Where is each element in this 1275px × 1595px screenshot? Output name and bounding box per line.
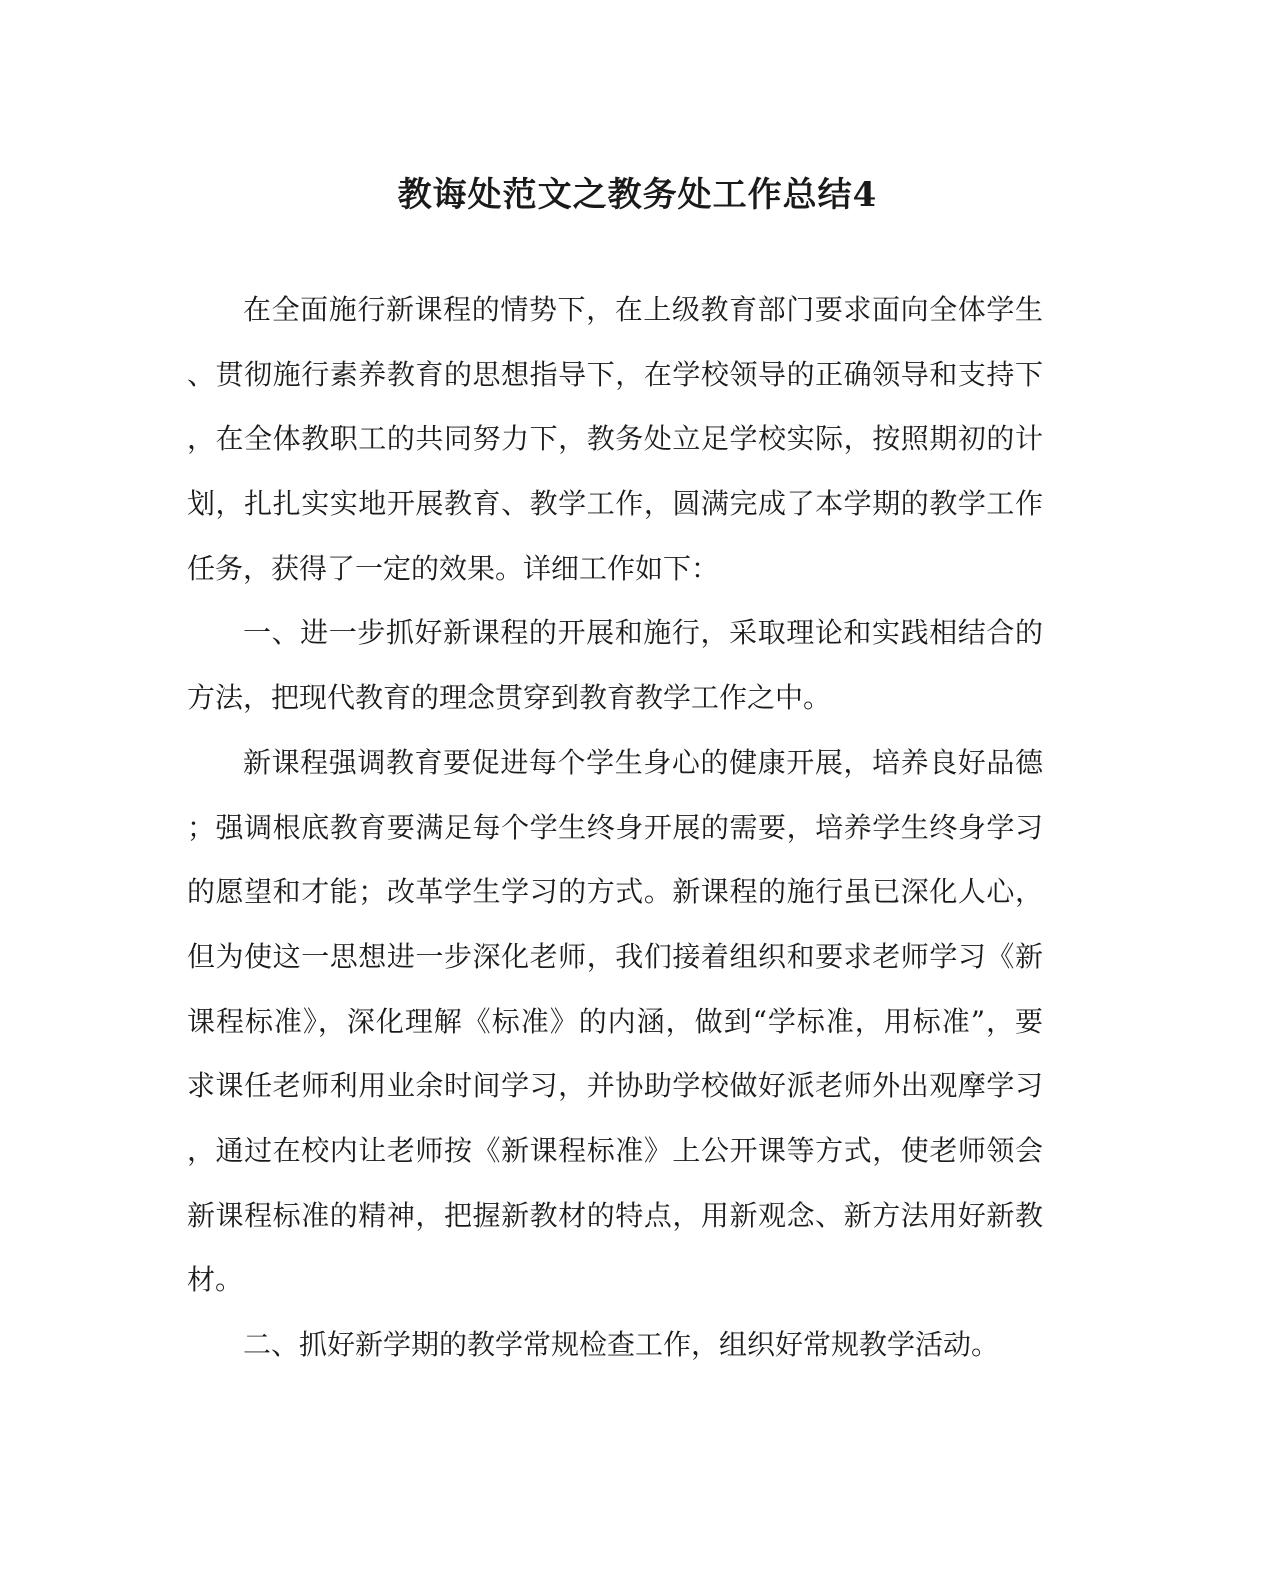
paragraph-1-line-1: 在全面施行新课程的情势下，在上级教育部门要求面向全体学生 <box>243 293 1043 326</box>
paragraph-1-line-3: ，在全体教职工的共同努力下，教务处立足学校实际，按照期初的计 <box>187 422 1043 456</box>
paragraph-2-line-8: 新课程标准的精神，把握新教材的特点，用新观念、新方法用好新教 <box>187 1198 1043 1232</box>
document-title: 教诲处范文之教务处工作总结4 <box>397 175 878 215</box>
paragraph-2-line-5: 课程标准》，深化理解《标准》的内涵，做到“学标准，用标准”，要 <box>187 1004 1043 1038</box>
paragraph-1-line-4: 划，扎扎实实地开展教育、教学工作，圆满完成了本学期的教学工作 <box>187 487 1043 521</box>
section-2-heading: 二、抓好新学期的教学常规检查工作，组织好常规教学活动。 <box>243 1328 1000 1361</box>
paragraph-2-line-7: ，通过在校内让老师按《新课程标准》上公开课等方式，使老师领会 <box>187 1133 1043 1167</box>
document-body <box>187 278 1043 1378</box>
paragraph-2-line-9: 材。 <box>187 1263 244 1297</box>
paragraph-2-line-1: 新课程强调教育要促进每个学生身心的健康开展，培养良好品德 <box>243 745 1043 779</box>
paragraph-2-line-6: 求课任老师利用业余时间学习，并协助学校做好派老师外出观摩学习 <box>187 1069 1043 1103</box>
paragraph-1-line-5: 任务，获得了一定的效果。详细工作如下： <box>187 551 720 585</box>
paragraph-1-line-2: 、贯彻施行素养教育的思想指导下，在学校领导的正确领导和支持下 <box>187 357 1043 391</box>
section-1-heading-line-1: 一、进一步抓好新课程的开展和施行，采取理论和实践相结合的 <box>243 616 1043 650</box>
paragraph-2-line-4: 但为使这一思想进一步深化老师，我们接着组织和要求老师学习《新 <box>187 939 1043 973</box>
section-1-heading-line-2: 方法，把现代教育的理念贯穿到教育教学工作之中。 <box>187 681 832 715</box>
paragraph-2-line-3: 的愿望和才能；改革学生学习的方式。新课程的施行虽已深化人心， <box>187 875 1043 909</box>
paragraph-2-line-2: ；强调根底教育要满足每个学生终身开展的需要，培养学生终身学习 <box>187 810 1043 844</box>
